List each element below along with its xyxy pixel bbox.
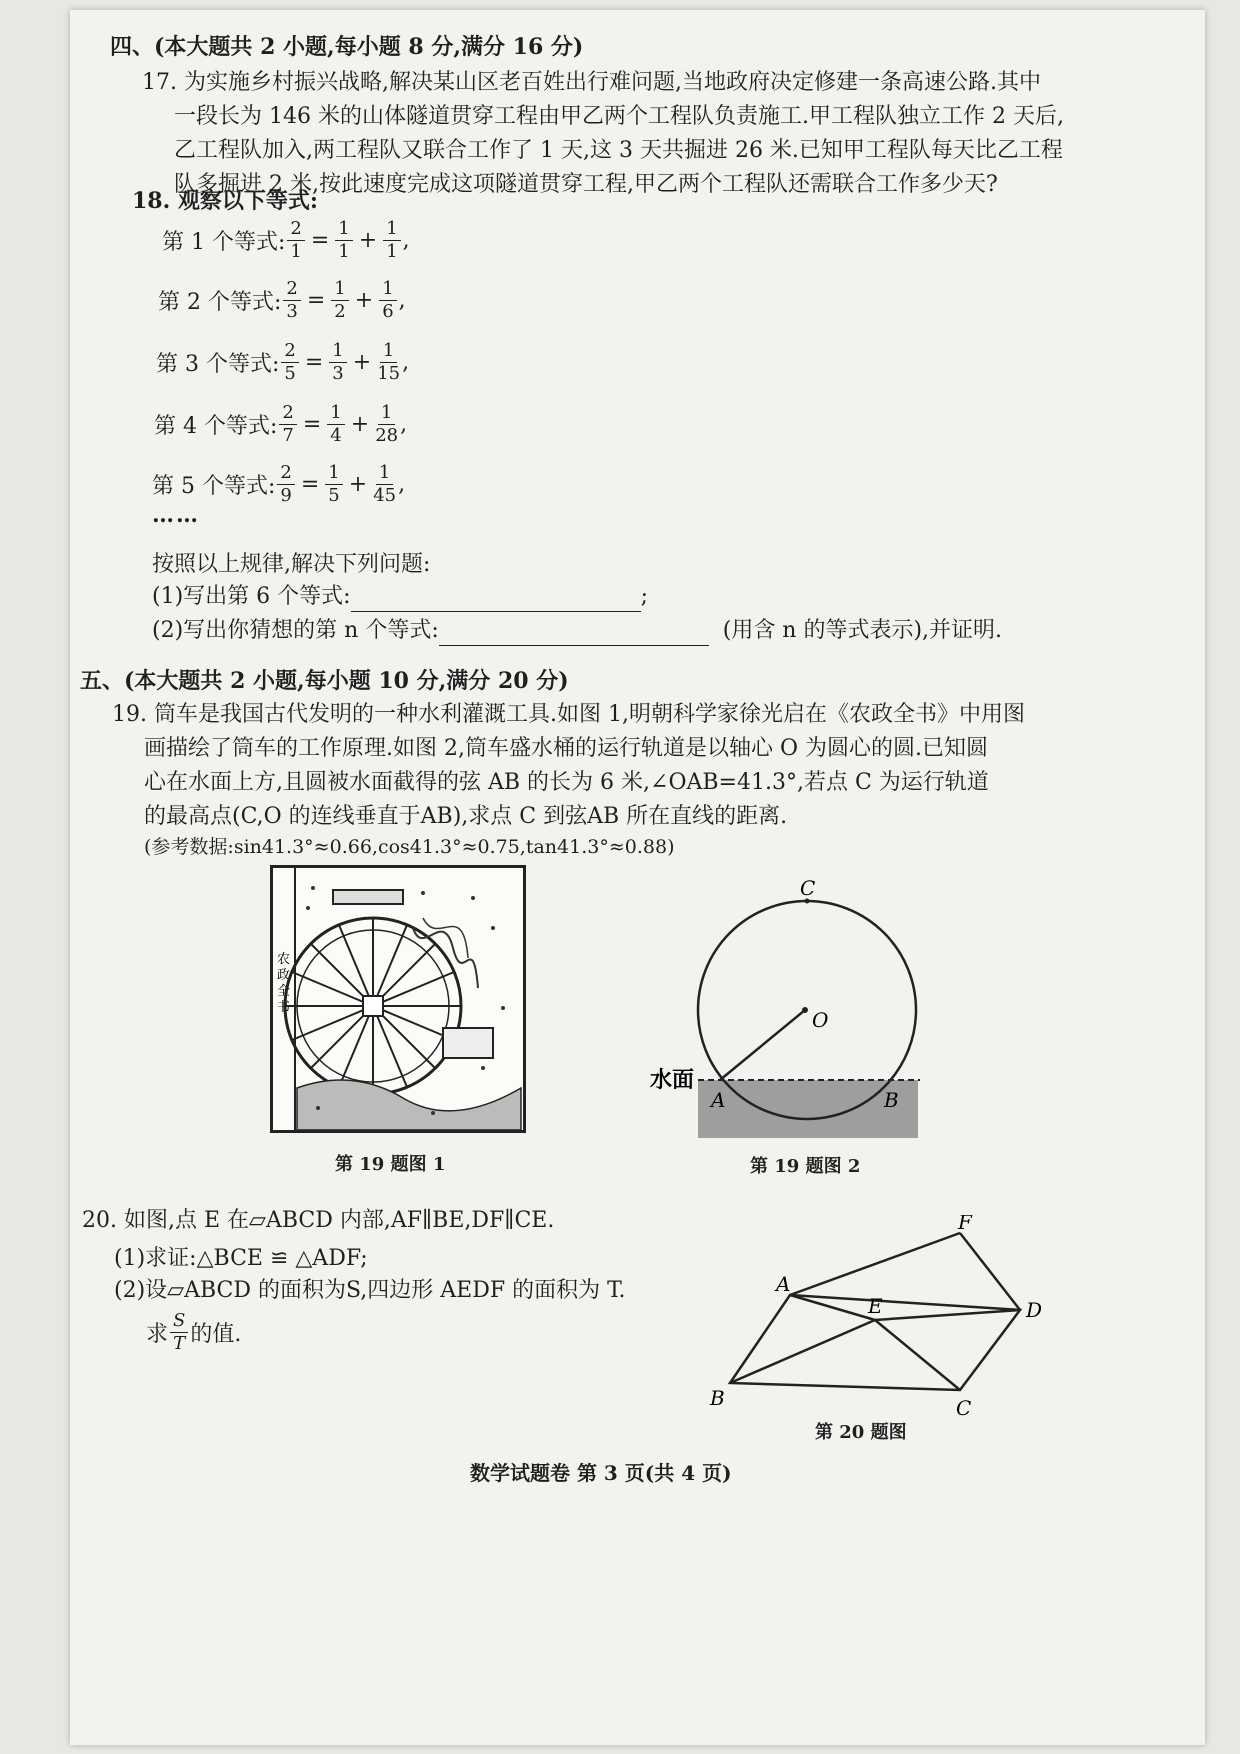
label-O: O: [812, 1008, 829, 1032]
q17-line2: 一段长为 146 米的山体隧道贯穿工程由甲乙两个工程队负责施工.甲工程队独立工作 2 天后,: [174, 104, 1064, 129]
fig1-side-label-char-2: 政: [277, 968, 291, 983]
plus-sign: +: [350, 412, 370, 437]
first-term-numerator: 1: [327, 402, 344, 425]
label-A: A: [776, 1272, 791, 1296]
fraction-denominator: T: [173, 1333, 186, 1354]
fraction-numerator: S: [170, 1310, 188, 1333]
equals-sign: =: [310, 228, 330, 253]
label-F: F: [958, 1215, 972, 1234]
lhs-denominator: 3: [286, 301, 298, 322]
q18-part1-answer-blank[interactable]: [351, 587, 641, 612]
first-term-denominator: 1: [338, 241, 350, 262]
second-term-denominator: 28: [375, 425, 399, 446]
q18-part1-end: ;: [640, 584, 648, 609]
q19-fig1-caption: 第 19 题图 1: [335, 1154, 446, 1175]
plus-sign: +: [352, 350, 372, 375]
lhs-numerator: 2: [281, 340, 298, 363]
lhs-numerator: 2: [287, 218, 304, 241]
q18-part1: [152, 582, 648, 612]
lhs-numerator: 2: [283, 278, 300, 301]
equation-label: 第 1 个等式:: [162, 230, 286, 255]
second-term-denominator: 15: [377, 363, 401, 384]
q19-line2: 画描绘了筒车的工作原理.如图 2,筒车盛水桶的运行轨道是以轴心 O 为圆心的圆.已知圆: [144, 736, 988, 761]
equation-label: 第 4 个等式:: [154, 414, 278, 439]
q20-part3-post: 的值.: [190, 1322, 242, 1347]
equation-comma: ,: [402, 350, 410, 375]
first-term-fraction: [329, 340, 346, 385]
equation-label: 第 2 个等式:: [158, 290, 282, 315]
plus-sign: +: [358, 228, 378, 253]
q20-part1: (1)求证:△BCE ≌ △ADF;: [114, 1246, 368, 1271]
second-term-fraction: [377, 340, 400, 385]
second-term-fraction: [373, 462, 396, 507]
lhs-numerator: 2: [279, 402, 296, 425]
q20-fraction-S-over-T: [170, 1310, 188, 1355]
q18-ellipsis: ……: [152, 502, 200, 528]
q20-part3: [146, 1310, 241, 1355]
q20-part2: (2)设▱ABCD 的面积为S,四边形 AEDF 的面积为 T.: [114, 1278, 626, 1303]
second-term-fraction: [383, 218, 400, 263]
label-E: E: [868, 1294, 883, 1318]
first-term-numerator: 1: [325, 462, 342, 485]
fig1-side-label-char-3: 全: [277, 984, 291, 999]
first-term-denominator: 5: [328, 485, 340, 506]
lhs-fraction: [279, 402, 296, 447]
q18-equation-1: [162, 218, 410, 263]
first-term-numerator: 1: [335, 218, 352, 241]
equation-comma: ,: [402, 228, 410, 253]
q18-title: 18. 观察以下等式:: [132, 188, 319, 214]
label-C: C: [800, 876, 816, 900]
first-term-fraction: [335, 218, 352, 263]
equation-comma: ,: [398, 288, 406, 313]
segment-OA: [720, 1010, 805, 1080]
second-term-numerator: 1: [383, 218, 400, 241]
equation-label: 第 5 个等式:: [152, 474, 276, 499]
exam-page: [70, 10, 1205, 1745]
equals-sign: =: [304, 350, 324, 375]
lhs-fraction: [281, 340, 298, 385]
lhs-denominator: 1: [290, 241, 302, 262]
equals-sign: =: [306, 288, 326, 313]
first-term-fraction: [327, 402, 344, 447]
first-term-numerator: 1: [331, 278, 348, 301]
waterwheel-drawing: [273, 868, 523, 1130]
first-term-fraction: [331, 278, 348, 323]
label-C: C: [956, 1396, 972, 1420]
first-term-numerator: 1: [329, 340, 346, 363]
first-term-denominator: 2: [334, 301, 346, 322]
equals-sign: =: [300, 472, 320, 497]
q20-parallelogram-diagram: [690, 1215, 1060, 1435]
segment-FD: [960, 1233, 1020, 1310]
segment-ED: [875, 1310, 1020, 1320]
plus-sign: +: [354, 288, 374, 313]
second-term-numerator: 1: [379, 278, 396, 301]
first-term-denominator: 3: [332, 363, 344, 384]
water-label: 水面: [650, 1067, 695, 1093]
second-term-denominator: 45: [373, 485, 397, 506]
q19-line1: 19. 筒车是我国古代发明的一种水利灌溉工具.如图 1,明朝科学家徐光启在《农政全书》中用图: [112, 702, 1025, 727]
q18-part2-answer-blank[interactable]: [439, 621, 709, 646]
q18-equation-3: [156, 340, 409, 385]
q17-line4: 队多掘进 2 米,按此速度完成这项隧道贯穿工程,甲乙两个工程队还需联合工作多少天?: [174, 172, 998, 197]
first-term-denominator: 4: [330, 425, 342, 446]
q18-part2-text: (2)写出你猜想的第 n 个等式:: [152, 618, 439, 643]
section4-header: 四、(本大题共 2 小题,每小题 8 分,满分 16 分): [110, 34, 584, 60]
second-term-numerator: 1: [378, 402, 395, 425]
label-B: B: [710, 1386, 725, 1410]
q20-part3-pre: 求: [146, 1322, 169, 1347]
q19-circle-diagram: [640, 875, 940, 1145]
q17-line1: 17. 为实施乡村振兴战略,解决某山区老百姓出行难问题,当地政府决定修建一条高速公路.其中: [142, 70, 1041, 95]
q20-line1: 20. 如图,点 E 在▱ABCD 内部,AF∥BE,DF∥CE.: [82, 1208, 555, 1233]
section5-header: 五、(本大题共 2 小题,每小题 10 分,满分 20 分): [80, 668, 569, 694]
equals-sign: =: [302, 412, 322, 437]
q18-part2-end: (用含 n 的等式表示),并证明.: [722, 618, 1003, 643]
lhs-numerator: 2: [277, 462, 294, 485]
first-term-fraction: [325, 462, 342, 507]
q19-reference-data: (参考数据:sin41.3°≈0.66,cos41.3°≈0.75,tan41.3°≈0.88): [144, 836, 675, 858]
lhs-fraction: [287, 218, 304, 263]
second-term-denominator: 6: [382, 301, 394, 322]
segment-CE: [875, 1320, 960, 1390]
point-O-dot: [802, 1007, 808, 1013]
equation-comma: ,: [400, 412, 408, 437]
lhs-denominator: 5: [284, 363, 296, 384]
equation-label: 第 3 个等式:: [156, 352, 280, 377]
label-D: D: [1026, 1298, 1043, 1322]
q18-part1-text: (1)写出第 6 个等式:: [152, 584, 351, 609]
second-term-fraction: [375, 402, 398, 447]
page-footer: 数学试题卷 第 3 页(共 4 页): [470, 1461, 732, 1485]
q19-line3: 心在水面上方,且圆被水面截得的弦 AB 的长为 6 米,∠OAB=41.3°,若点 C 为运行轨道: [144, 770, 989, 795]
label-B: B: [884, 1088, 899, 1112]
second-term-numerator: 1: [380, 340, 397, 363]
second-term-denominator: 1: [386, 241, 398, 262]
plus-sign: +: [348, 472, 368, 497]
q18-equation-2: [158, 278, 406, 323]
equation-comma: ,: [398, 472, 406, 497]
segment-AF: [790, 1233, 960, 1295]
q18-part2: [152, 616, 1002, 646]
q18-equation-4: [154, 402, 407, 447]
second-term-numerator: 1: [376, 462, 393, 485]
q18-instruction: 按照以上规律,解决下列问题:: [152, 552, 431, 577]
q17-line3: 乙工程队加入,两工程队又联合工作了 1 天,这 3 天共掘进 26 米.已知甲工程队每天比乙工程: [174, 138, 1063, 163]
second-term-fraction: [379, 278, 396, 323]
q19-line4: 的最高点(C,O 的连线垂直于AB),求点 C 到弦AB 所在直线的距离.: [144, 804, 788, 829]
q19-waterwheel-illustration: [270, 865, 526, 1133]
lhs-denominator: 7: [282, 425, 294, 446]
lhs-fraction: [283, 278, 300, 323]
fig1-side-label-char-4: 书: [277, 1000, 291, 1015]
lhs-fraction: [277, 462, 294, 507]
q19-fig2-caption: 第 19 题图 2: [750, 1156, 861, 1177]
q20-fig-caption: 第 20 题图: [815, 1422, 907, 1443]
fig1-side-label-char-1: 农: [277, 952, 291, 967]
label-A: A: [711, 1088, 726, 1112]
lhs-denominator: 9: [280, 485, 292, 506]
